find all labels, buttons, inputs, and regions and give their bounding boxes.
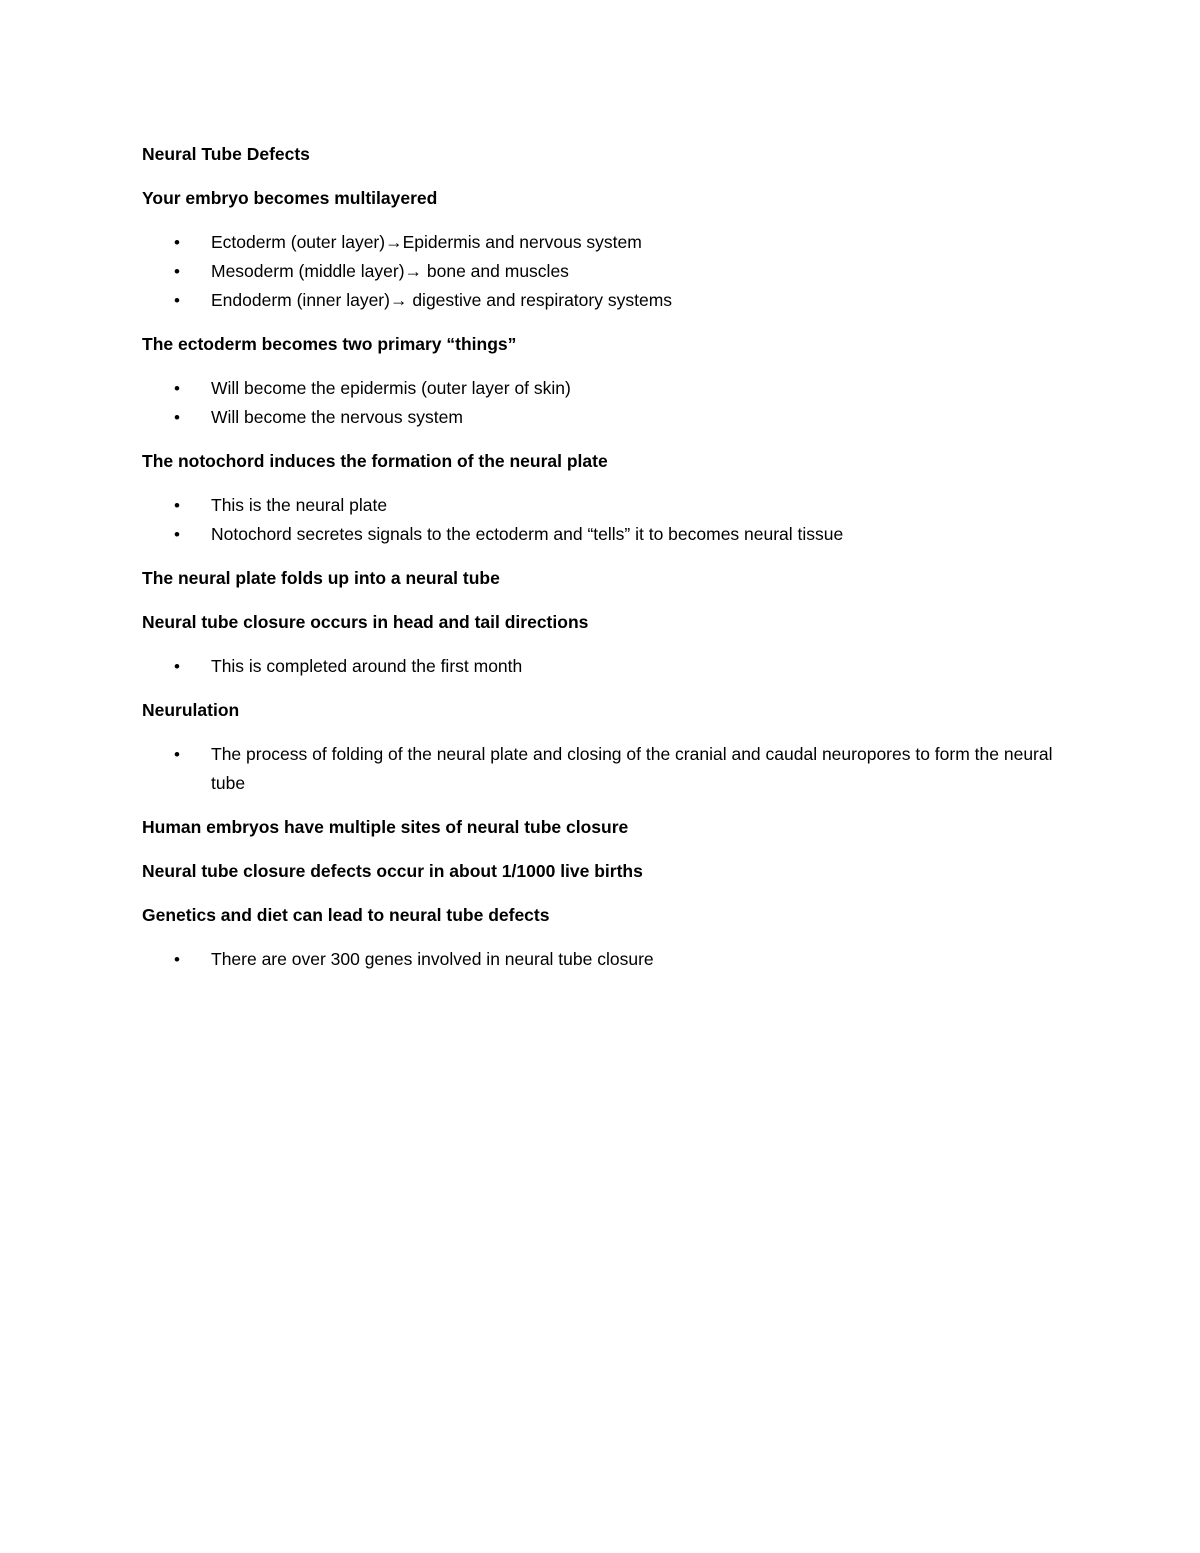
section-heading: Human embryos have multiple sites of neural tube closure — [142, 817, 629, 837]
bullet-list — [142, 652, 1062, 681]
bullet-list — [142, 228, 1062, 315]
list-item-text: Ectoderm (outer layer)→Epidermis and nervous system — [211, 232, 642, 252]
section-heading: The ectoderm becomes two primary “things” — [142, 334, 517, 354]
list-item-text: Endoderm (inner layer)→ digestive and respiratory systems — [211, 290, 673, 310]
list-item-text: Mesoderm (middle layer)→ bone and muscles — [211, 261, 569, 281]
bullet-icon: • — [174, 525, 180, 544]
list-item-text: This is the neural plate — [211, 495, 388, 515]
list-item-text: Will become the nervous system — [211, 407, 463, 427]
bullet-icon: • — [174, 950, 180, 969]
bullet-icon: • — [174, 291, 180, 310]
list-item — [142, 228, 1062, 257]
document-title: Neural Tube Defects — [142, 144, 310, 164]
bullet-icon: • — [174, 745, 180, 764]
list-item-text: The process of folding of the neural plate and closing of the cranial and caudal neuropores to form the neural tube — [211, 744, 1053, 793]
list-item-text: Notochord secretes signals to the ectoderm and “tells” it to becomes neural tissue — [211, 524, 844, 544]
bullet-icon: • — [174, 262, 180, 281]
list-item — [142, 652, 1062, 681]
bullet-list — [142, 374, 1062, 432]
section-heading: Neural tube closure defects occur in about 1/1000 live births — [142, 861, 643, 881]
section-heading: Neurulation — [142, 700, 240, 720]
document-page — [142, 140, 1062, 989]
section-heading: Your embryo becomes multilayered — [142, 188, 438, 208]
list-item — [142, 257, 1062, 286]
list-item — [142, 374, 1062, 403]
list-item-text: This is completed around the first month — [211, 656, 523, 676]
bullet-icon: • — [174, 657, 180, 676]
list-item — [142, 286, 1062, 315]
section-heading: Genetics and diet can lead to neural tube defects — [142, 905, 550, 925]
list-item-text: There are over 300 genes involved in neural tube closure — [211, 949, 654, 969]
section-heading: The notochord induces the formation of the neural plate — [142, 451, 608, 471]
bullet-icon: • — [174, 408, 180, 427]
bullet-icon: • — [174, 233, 180, 252]
list-item-text: Will become the epidermis (outer layer of skin) — [211, 378, 571, 398]
bullet-list — [142, 945, 1062, 974]
bullet-icon: • — [174, 496, 180, 515]
list-item — [142, 945, 1062, 974]
list-item — [142, 520, 1062, 549]
bullet-list — [142, 491, 1062, 549]
section-heading: Neural tube closure occurs in head and tail directions — [142, 612, 589, 632]
section-heading: The neural plate folds up into a neural tube — [142, 568, 500, 588]
bullet-icon: • — [174, 379, 180, 398]
list-item — [142, 740, 1062, 798]
list-item — [142, 491, 1062, 520]
bullet-list — [142, 740, 1062, 798]
list-item — [142, 403, 1062, 432]
